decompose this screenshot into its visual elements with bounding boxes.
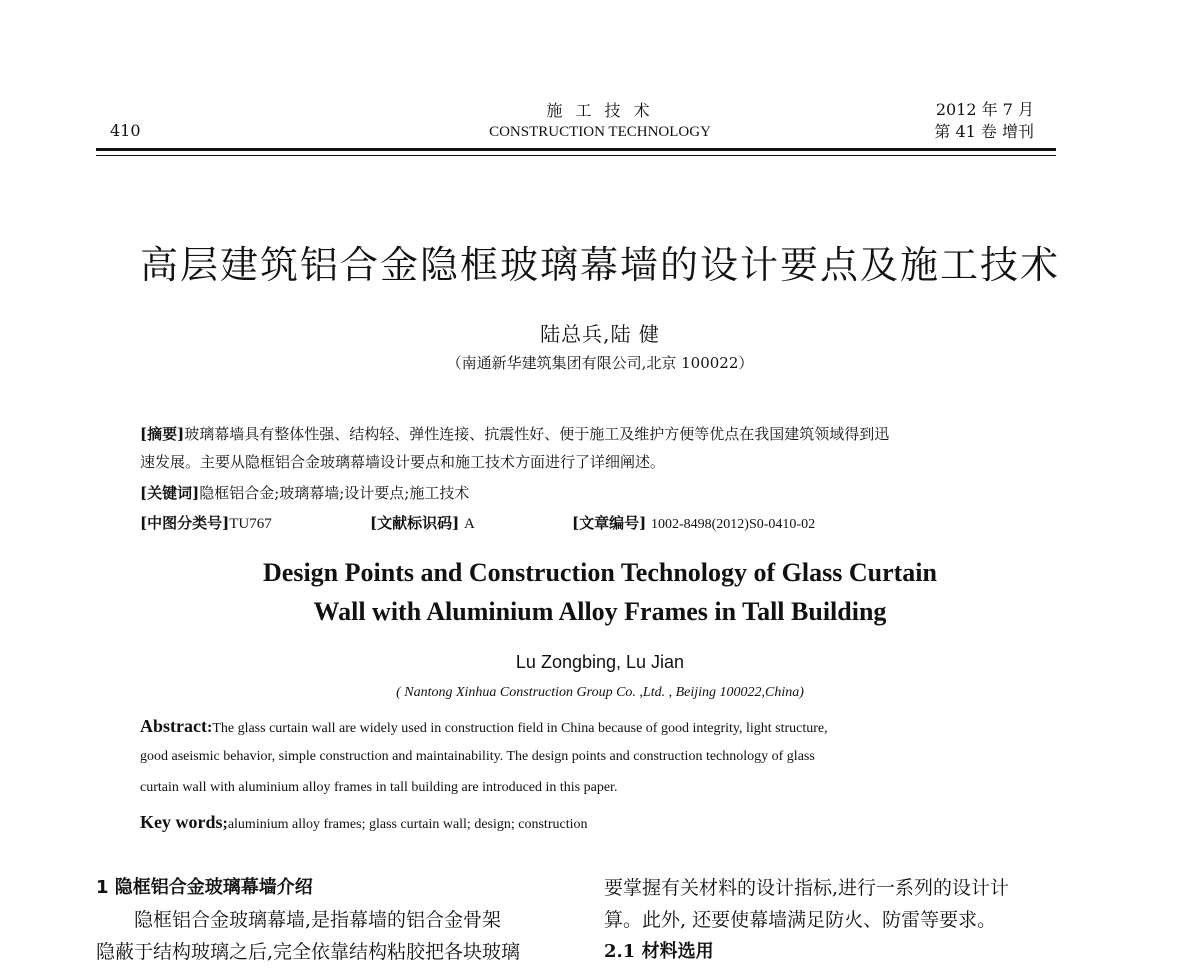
- clc-value: TU767: [229, 516, 272, 532]
- abstract-en-line3: curtain wall with aluminium alloy frames in tall building are introduced in this paper.: [140, 780, 618, 795]
- doc-code-value: A: [463, 516, 475, 532]
- abstract-cn-text1: 玻璃幕墙具有整体性强、结构轻、弹性连接、抗震性好、便于施工及维护方便等优点在我国建筑领域得到迅: [184, 425, 890, 443]
- affiliation-en: ( Nantong Xinhua Construction Group Co. ,Ltd. , Beijing 100022,China): [396, 685, 804, 700]
- header-rule-thin: [96, 155, 1056, 156]
- keywords-en-label: Key words: [140, 812, 223, 832]
- abstract-en-text1: The glass curtain wall are widely used in construction field in China because of good integrity, light structure,: [212, 721, 828, 736]
- page-number: 410: [110, 121, 141, 140]
- body-left-line2: 隐蔽于结构玻璃之后,完全依靠结构粘胶把各块玻璃: [96, 941, 521, 963]
- subsection-heading-2-1: 2.1 材料选用: [604, 941, 714, 962]
- doc-code: [370, 509, 475, 538]
- doc-code-label: [文献标识码]: [370, 514, 460, 532]
- body-right-line2: 算。此外, 还要使幕墙满足防火、防雷等要求。: [604, 909, 997, 931]
- paper-title-en-line2: Wall with Aluminium Alloy Frames in Tall Building: [313, 597, 887, 626]
- issue-date: 2012 年 7 月: [935, 100, 1034, 119]
- journal-name-en: CONSTRUCTION TECHNOLOGY: [489, 124, 711, 140]
- keywords-cn-text: 隐框铝合金;玻璃幕墙;设计要点;施工技术: [199, 484, 470, 502]
- abstract-en-sep: :: [206, 719, 213, 736]
- abstract-en-label: Abstract: [140, 716, 207, 736]
- article-number: [572, 509, 815, 539]
- volume-info: 第 41 卷 增刊: [934, 122, 1034, 141]
- body-left-line1: 隐框铝合金玻璃幕墙,是指幕墙的铝合金骨架: [134, 909, 502, 931]
- clc-label: [中图分类号]: [140, 514, 230, 532]
- journal-name-cn: 施 工 技 术: [546, 101, 654, 120]
- paper-title-en-line1: Design Points and Construction Technology of Glass Curtain: [263, 558, 937, 587]
- abstract-cn-line2: 速发展。主要从隐框铝合金玻璃幕墙设计要点和施工技术方面进行了详细阐述。: [140, 453, 666, 471]
- authors-cn: 陆总兵,陆 健: [540, 322, 660, 346]
- clc-number: [140, 509, 272, 538]
- keywords-en: [140, 812, 587, 833]
- abstract-en-line2: good aseismic behavior, simple construction and maintainability. The design points and construction technology of glass: [140, 749, 815, 764]
- authors-en: Lu Zongbing, Lu Jian: [515, 652, 685, 672]
- keywords-cn: [140, 479, 469, 507]
- keywords-en-text: aluminium alloy frames; glass curtain wall; design; construction: [227, 817, 588, 832]
- abstract-cn-line1: [140, 420, 889, 448]
- article-number-label: [文章编号]: [572, 514, 647, 532]
- abstract-cn-label: [摘要]: [140, 425, 185, 443]
- abstract-en-line1: [140, 716, 828, 737]
- paper-title-cn: 高层建筑铝合金隐框玻璃幕墙的设计要点及施工技术: [139, 243, 1060, 287]
- keywords-cn-label: [关键词]: [140, 484, 200, 502]
- section-heading-1: 1 隐框铝合金玻璃幕墙介绍: [96, 877, 313, 898]
- body-right-line1: 要掌握有关材料的设计指标,进行一系列的设计计: [604, 877, 1010, 899]
- keywords-en-sep: ;: [222, 815, 228, 832]
- affiliation-cn: （南通新华建筑集团有限公司,北京 100022）: [446, 354, 754, 372]
- article-number-value: 1002-8498(2012)S0-0410-02: [650, 517, 816, 532]
- header-rule-thick: [96, 148, 1056, 151]
